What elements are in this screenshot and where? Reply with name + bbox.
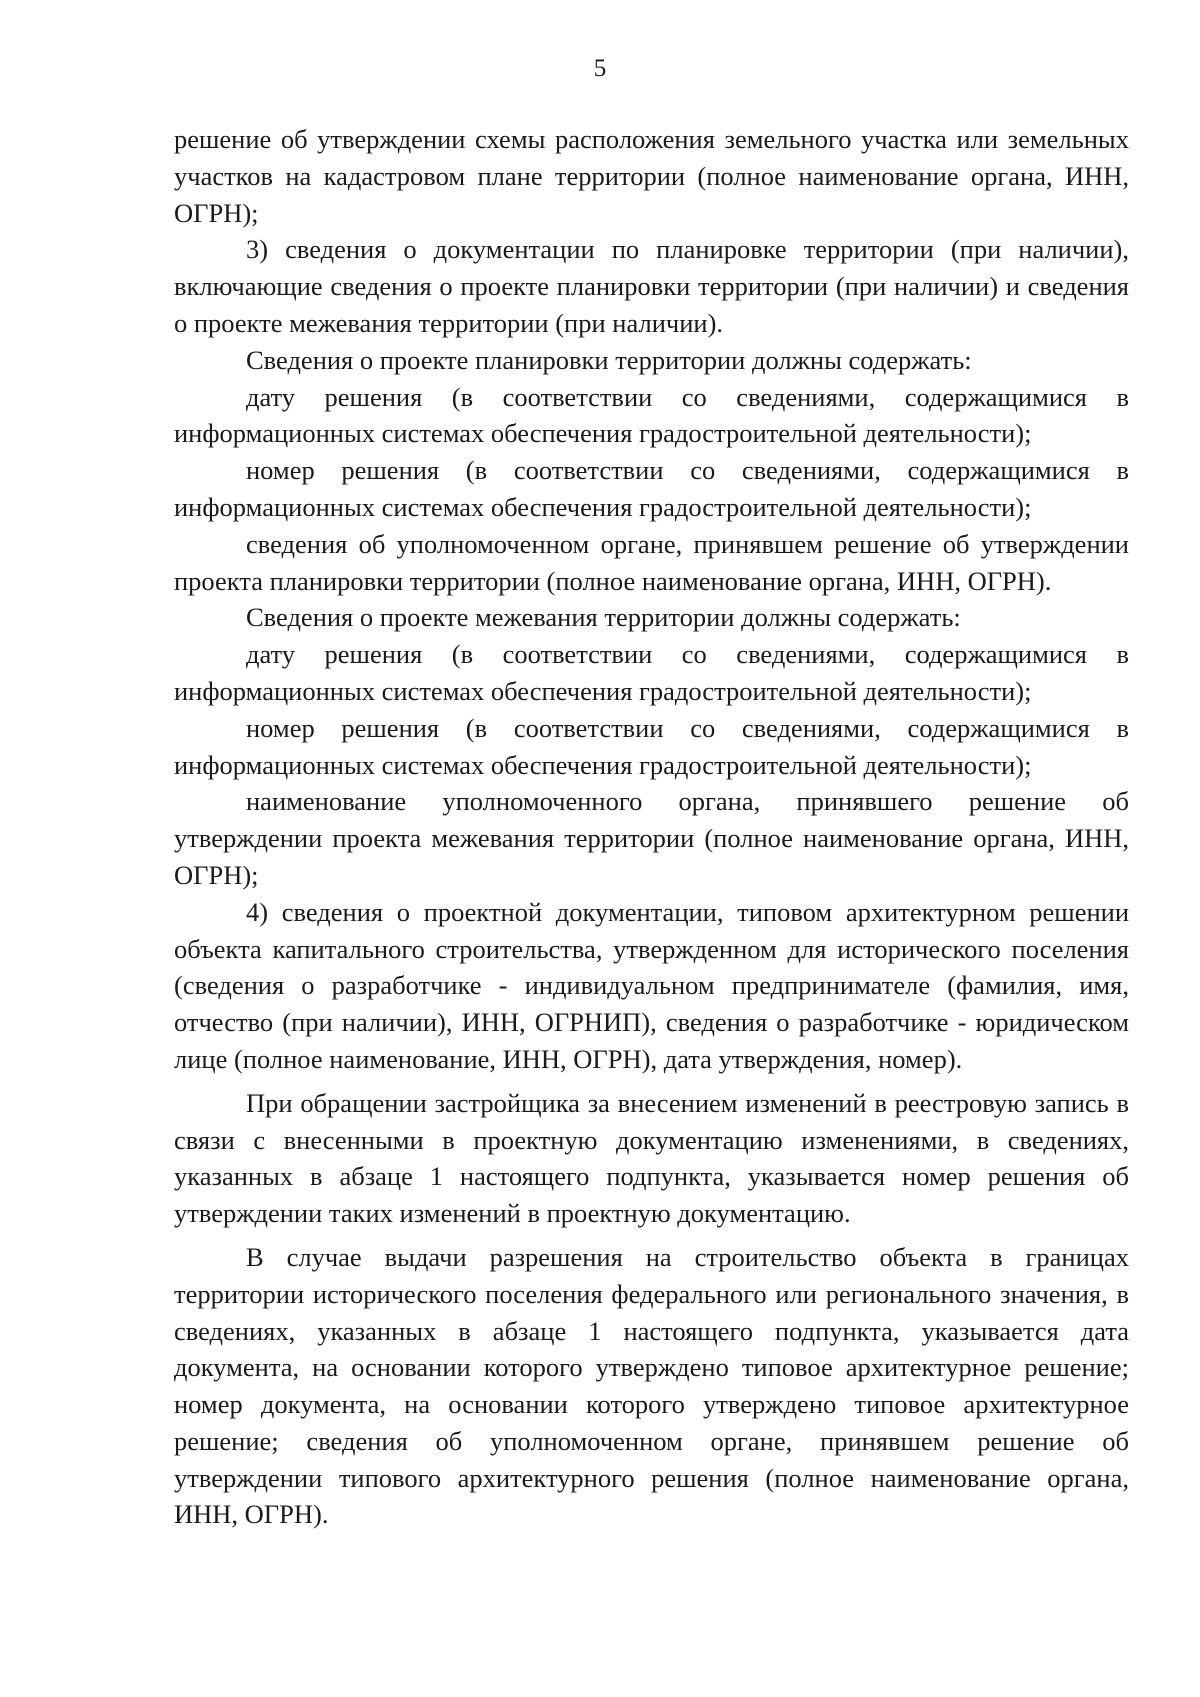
paragraph: 3) сведения о документации по планировке территории (при наличии), включающие сведения о проекте планировки территории (при наличии) и сведения о проекте межевания территории (при наличии). — [174, 234, 1129, 338]
paragraph: номер решения (в соответствии со сведениями, содержащимися в информационных системах обеспечения градостроительной деятельности); — [174, 455, 1129, 522]
paragraph: 4) сведения о проектной документации, типовом архитектурном решении объекта капитального строительства, утвержденном для исторического поселения (сведения о разработчике - индивидуальном предпринимателе (фамилия, имя, отчество (при наличии), ИНН, ОГРНИП), сведения о разработчике - юридическом лице (полное наименование, ИНН, ОГРН), дата утверждения, номер). — [174, 896, 1129, 1074]
paragraph: В случае выдачи разрешения на строительство объекта в границах территории исторического поселения федерального или регионального значения, в сведениях, указанных в абзаце 1 настоящего подпункта, указывается дата документа, на основании которого утверждено типовое архитектурное решение; номер документа, на основании которого утверждено типовое архитектурное решение; сведения об уполномоченном органе, принявшем решение об утверждении типового архитектурного решения (полное наименование органа, ИНН, ОГРН). — [174, 1241, 1129, 1530]
paragraph: Сведения о проекте межевания территории должны содержать: — [246, 602, 961, 633]
paragraph: При обращении застройщика за внесением изменений в реестровую запись в связи с внесенными в проектную документацию изменениями, в сведениях, указанных в абзаце 1 настоящего подпункта, указывается номер решения об утверждении таких изменений в проектную документацию. — [174, 1087, 1129, 1229]
paragraph: решение об утверждении схемы расположения земельного участка или земельных участков на кадастровом плане территории (полное наименование органа, ИНН, ОГРН); — [174, 124, 1129, 228]
document-body — [174, 121, 1129, 1533]
page-number: 5 — [593, 55, 607, 82]
paragraph: наименование уполномоченного органа, принявшего решение об утверждении проекта межевания территории (полное наименование органа, ИНН, ОГРН); — [174, 786, 1129, 890]
paragraph: Сведения о проекте планировки территории должны содержать: — [246, 344, 972, 375]
paragraph: сведения об уполномоченном органе, принявшем решение об утверждении проекта планировки территории (полное наименование органа, ИНН, ОГРН). — [174, 528, 1129, 596]
paragraph: дату решения (в соответствии со сведениями, содержащимися в информационных системах обеспечения градостроительной деятельности); — [174, 381, 1129, 449]
paragraph: номер решения (в соответствии со сведениями, содержащимися в информационных системах обеспечения градостроительной деятельности); — [174, 712, 1129, 780]
paragraph: дату решения (в соответствии со сведениями, содержащимися в информационных системах обеспечения градостроительной деятельности); — [174, 639, 1129, 706]
